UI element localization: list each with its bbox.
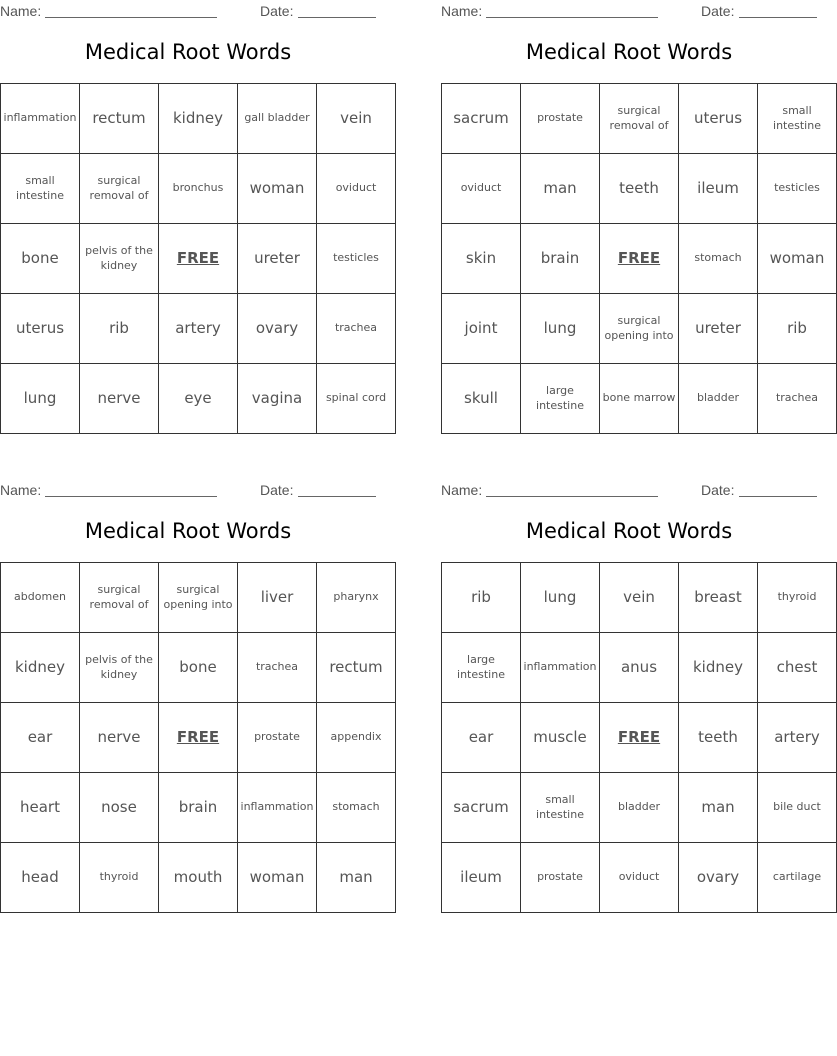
name-line <box>45 17 217 18</box>
bingo-cell: stomach <box>679 224 758 294</box>
bingo-cell: stomach <box>317 773 396 843</box>
bingo-cell: lung <box>1 364 80 434</box>
bingo-cell: pelvis of the kidney <box>80 633 159 703</box>
grid-row <box>442 773 837 843</box>
name-label: Name: <box>0 3 42 19</box>
bingo-cell: ovary <box>238 294 317 364</box>
bingo-cell: sacrum <box>442 84 521 154</box>
grid-row <box>442 84 837 154</box>
bingo-cell: bladder <box>679 364 758 434</box>
bingo-cell: small intestine <box>521 773 600 843</box>
card-title: Medical Root Words <box>525 40 733 64</box>
bingo-cell: liver <box>238 563 317 633</box>
grid-row <box>1 773 396 843</box>
bingo-cell: surgical removal of <box>80 154 159 224</box>
date-label: Date: <box>260 482 294 498</box>
bingo-cell: rectum <box>317 633 396 703</box>
bingo-cell: testicles <box>317 224 396 294</box>
bingo-cell: pharynx <box>317 563 396 633</box>
bingo-cell: large intestine <box>442 633 521 703</box>
name-line <box>486 496 658 497</box>
bingo-cell: trachea <box>758 364 837 434</box>
grid-row <box>442 224 837 294</box>
bingo-cell: prostate <box>521 84 600 154</box>
bingo-cell: ovary <box>679 843 758 913</box>
date-line <box>298 496 376 497</box>
bingo-cell: breast <box>679 563 758 633</box>
date-label: Date: <box>701 482 735 498</box>
bingo-cell: bronchus <box>159 154 238 224</box>
bingo-cell: small intestine <box>1 154 80 224</box>
bingo-cell: nerve <box>80 364 159 434</box>
name-label: Name: <box>0 482 42 498</box>
card-title: Medical Root Words <box>84 40 292 64</box>
bingo-cell: woman <box>238 154 317 224</box>
bingo-card-1 <box>0 0 387 434</box>
grid-row <box>442 633 837 703</box>
grid-row <box>1 703 396 773</box>
free-space: FREE <box>600 703 679 773</box>
date-line <box>739 496 817 497</box>
bingo-cell: small intestine <box>758 84 837 154</box>
grid-row <box>1 364 396 434</box>
bingo-cell: oviduct <box>600 843 679 913</box>
bingo-cell: surgical opening into <box>600 294 679 364</box>
bingo-cell: sacrum <box>442 773 521 843</box>
bingo-cell: oviduct <box>442 154 521 224</box>
bingo-cell: ileum <box>442 843 521 913</box>
bingo-cell: bile duct <box>758 773 837 843</box>
bingo-cell: man <box>679 773 758 843</box>
card-header <box>0 479 376 501</box>
bingo-cell: woman <box>238 843 317 913</box>
grid-row <box>442 154 837 224</box>
bingo-cell: skull <box>442 364 521 434</box>
bingo-cell: nose <box>80 773 159 843</box>
bingo-cell: trachea <box>317 294 396 364</box>
bingo-cell: thyroid <box>758 563 837 633</box>
bingo-cell: ear <box>1 703 80 773</box>
bingo-cell: kidney <box>159 84 238 154</box>
grid-row <box>442 364 837 434</box>
grid-row <box>442 843 837 913</box>
grid-row <box>1 294 396 364</box>
bingo-cell: cartilage <box>758 843 837 913</box>
bingo-cell: artery <box>758 703 837 773</box>
bingo-cell: testicles <box>758 154 837 224</box>
bingo-cell: kidney <box>679 633 758 703</box>
free-space: FREE <box>600 224 679 294</box>
name-line <box>45 496 217 497</box>
bingo-cell: oviduct <box>317 154 396 224</box>
bingo-cell: rib <box>442 563 521 633</box>
bingo-cell: head <box>1 843 80 913</box>
bingo-cell: ileum <box>679 154 758 224</box>
bingo-cell: prostate <box>521 843 600 913</box>
name-label: Name: <box>441 482 483 498</box>
bingo-cell: pelvis of the kidney <box>80 224 159 294</box>
card-header <box>441 0 817 22</box>
date-label: Date: <box>701 3 735 19</box>
bingo-cell: surgical opening into <box>159 563 238 633</box>
bingo-cell: inflammation <box>521 633 600 703</box>
bingo-cell: brain <box>159 773 238 843</box>
grid-row <box>1 563 396 633</box>
card-title: Medical Root Words <box>84 519 292 543</box>
bingo-card-3 <box>0 479 383 913</box>
date-line <box>298 17 376 18</box>
bingo-cell: ureter <box>679 294 758 364</box>
bingo-cell: vagina <box>238 364 317 434</box>
bingo-cell: rib <box>758 294 837 364</box>
grid-row <box>442 563 837 633</box>
bingo-grid <box>441 83 837 434</box>
bingo-cell: inflammation <box>238 773 317 843</box>
bingo-cell: surgical removal of <box>600 84 679 154</box>
bingo-card-2 <box>441 0 825 434</box>
bingo-cell: brain <box>521 224 600 294</box>
bingo-cell: ear <box>442 703 521 773</box>
bingo-cell: teeth <box>679 703 758 773</box>
bingo-cell: skin <box>442 224 521 294</box>
grid-row <box>1 633 396 703</box>
name-line <box>486 17 658 18</box>
card-header <box>441 479 817 501</box>
bingo-cell: nerve <box>80 703 159 773</box>
bingo-cell: muscle <box>521 703 600 773</box>
bingo-cell: lung <box>521 563 600 633</box>
bingo-cell: prostate <box>238 703 317 773</box>
bingo-cell: chest <box>758 633 837 703</box>
grid-row <box>1 843 396 913</box>
bingo-cell: inflammation <box>1 84 80 154</box>
free-space: FREE <box>159 224 238 294</box>
bingo-cell: uterus <box>679 84 758 154</box>
bingo-cell: eye <box>159 364 238 434</box>
name-label: Name: <box>441 3 483 19</box>
bingo-cell: trachea <box>238 633 317 703</box>
grid-row <box>442 703 837 773</box>
bingo-cell: spinal cord <box>317 364 396 434</box>
date-label: Date: <box>260 3 294 19</box>
bingo-cell: vein <box>317 84 396 154</box>
grid-row <box>1 224 396 294</box>
bingo-cell: ureter <box>238 224 317 294</box>
bingo-cell: bone <box>1 224 80 294</box>
bingo-grid <box>0 83 396 434</box>
bingo-cell: kidney <box>1 633 80 703</box>
bingo-cell: teeth <box>600 154 679 224</box>
grid-row <box>1 154 396 224</box>
bingo-grid <box>441 562 837 913</box>
bingo-cell: thyroid <box>80 843 159 913</box>
bingo-cell: bone <box>159 633 238 703</box>
bingo-cell: woman <box>758 224 837 294</box>
bingo-cell: mouth <box>159 843 238 913</box>
grid-row <box>442 294 837 364</box>
bingo-cell: vein <box>600 563 679 633</box>
grid-row <box>1 84 396 154</box>
bingo-cell: surgical removal of <box>80 563 159 633</box>
bingo-cell: artery <box>159 294 238 364</box>
card-title: Medical Root Words <box>525 519 733 543</box>
bingo-cell: lung <box>521 294 600 364</box>
bingo-cell: man <box>521 154 600 224</box>
bingo-cell: joint <box>442 294 521 364</box>
free-space: FREE <box>159 703 238 773</box>
bingo-grid <box>0 562 396 913</box>
bingo-cell: abdomen <box>1 563 80 633</box>
bingo-cell: anus <box>600 633 679 703</box>
card-header <box>0 0 376 22</box>
bingo-cell: bladder <box>600 773 679 843</box>
bingo-cell: gall bladder <box>238 84 317 154</box>
bingo-cell: man <box>317 843 396 913</box>
bingo-cell: appendix <box>317 703 396 773</box>
bingo-cell: heart <box>1 773 80 843</box>
bingo-cell: uterus <box>1 294 80 364</box>
date-line <box>739 17 817 18</box>
bingo-cell: large intestine <box>521 364 600 434</box>
bingo-cell: rectum <box>80 84 159 154</box>
bingo-cell: rib <box>80 294 159 364</box>
bingo-card-4 <box>441 479 822 913</box>
bingo-cell: bone marrow <box>600 364 679 434</box>
